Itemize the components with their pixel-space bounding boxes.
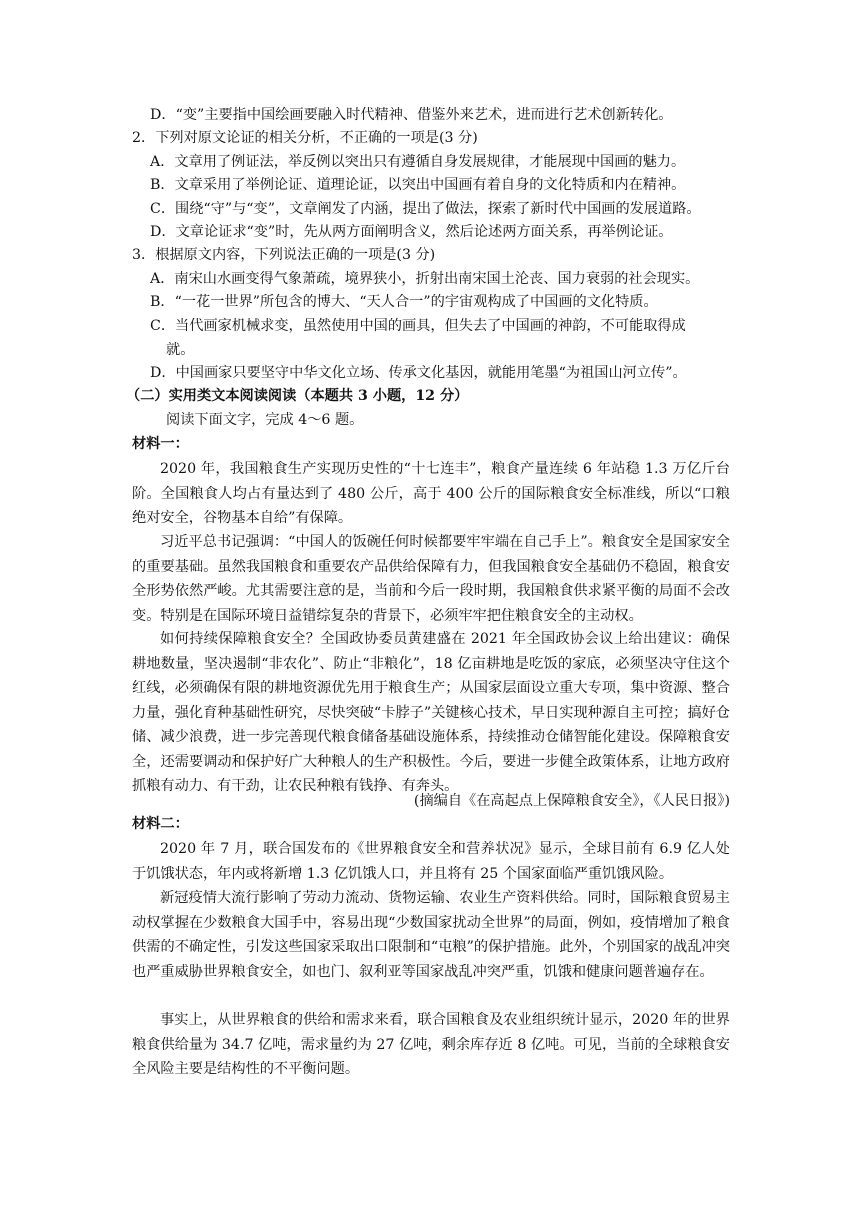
q3-option-a: A．南宋山水画变得气象萧疏，境界狭小，折射出南宋国土沦丧、国力衰弱的社会现实。 <box>150 271 700 287</box>
material-2-paragraph-2: 新冠疫情大流行影响了劳动力流动、货物运输、农业生产资料供给。同时，国际粮食贸易主动权掌握在少数粮食大国手中，容易出现“少数国家扰动全世界”的局面，例如，疫情增加了粮食供需的不确定性，引发这些国家采取出口限制和“屯粮”的保护措施。此外，个别国家的战乱冲突也严重威胁世界粮食安全，如也门、叙利亚等国家战乱冲突严重，饥饿和健康问题普遍存在。 <box>132 890 730 980</box>
material-1-paragraph-2: 习近平总书记强调：“中国人的饭碗任何时候都要牢牢端在自己手上”。粮食安全是国家安全的重要基础。虽然我国粮食和重要农产品供给保障有力，但我国粮食安全基础仍不稳固，粮食安全形势依然严峻。尤其需要注意的是，当前和今后一段时期，我国粮食供求紧平衡的局面不会改变。特别是在国际环境日益错综复杂的背景下，必须牢牢把住粮食安全的主动权。 <box>132 534 730 624</box>
q3-option-c-line2: 就。 <box>166 342 195 358</box>
material-1-source: (摘编自《在高起点上保障粮食安全》，《人民日报》) <box>413 793 730 809</box>
material-1-paragraph-3: 如何持续保障粮食安全？全国政协委员黄建盛在 2021 年全国政协会议上给出建议：确保耕地数量，坚决遏制“非农化”、防止“非粮化”，18 亿亩耕地是吃饭的家底，必须坚决守住这个红线，必须确保有限的耕地资源优先用于粮食生产；从国家层面设立重大专项，集中资源、整合力量，强化育种基础性研究，尽快突破“卡脖子”关键核心技术，早日实现种源自主可控；搞好仓储、减少浪费，进一步完善现代粮食储备基础设施体系，持续推动仓储智能化建设。保障粮食安全，还需要调动和保护好广大种粮人的生产积极性。今后，要进一步健全政策体系，让地方政府抓粮有动力、有干劲，让农民种粮有钱挣、有奔头。 <box>132 631 730 794</box>
material-2-label: 材料二： <box>132 816 189 832</box>
section-2-heading: （二）实用类文本阅读阅读（本题共 3 小题，12 分） <box>126 388 469 404</box>
material-1-paragraph-1: 2020 年，我国粮食生产实现历史性的“十七连丰”，粮食产量连续 6 年站稳 1.3 万亿斤台阶。全国粮食人均占有量达到了 480 公斤，高于 400 公斤的国际粮食安全标准线，所以“口粮绝对安全，谷物基本自给”有保障。 <box>132 461 730 526</box>
q2-option-d: D．文章论证求“变”时，先从两方面阐明含义，然后论述两方面关系，再举例论证。 <box>150 224 673 240</box>
material-2-paragraph-3: 事实上，从世界粮食的供给和需求来看，联合国粮食及农业组织统计显示，2020 年的世界粮食供给量为 34.7 亿吨，需求量约为 27 亿吨，剩余库存近 8 亿吨。可见，当前的全球粮食安全风险主要是结构性的不平衡问题。 <box>132 1012 730 1077</box>
section-2-instruction: 阅读下面文字，完成 4～6 题。 <box>166 412 364 428</box>
q2-option-c: C．围绕“守”与“变”，文章阐发了内涵，提出了做法，探索了新时代中国画的发展道路。 <box>150 201 701 217</box>
q2-stem: 2．下列对原文论证的相关分析，不正确的一项是(3 分) <box>132 130 478 146</box>
q2-option-a: A．文章用了例证法，举反例以突出只有遵循自身发展规律，才能展现中国画的魅力。 <box>150 154 686 170</box>
q3-option-d: D．中国画家只要坚守中华文化立场、传承文化基因，就能用笔墨“为祖国山河立传”。 <box>150 365 687 381</box>
q3-option-b: B．“一花一世界”所包含的博大、“天人合一”的宇宙观构成了中国画的文化特质。 <box>150 294 658 310</box>
q2-option-b: B．文章采用了举例论证、道理论证，以突出中国画有着自身的文化特质和内在精神。 <box>150 177 686 193</box>
material-1-label: 材料一： <box>132 436 189 452</box>
q3-stem: 3．根据原文内容，下列说法正确的一项是(3 分) <box>132 247 436 263</box>
q3-option-c-line1: C．当代画家机械求变，虽然使用中国的画具，但失去了中国画的神韵，不可能取得成 <box>150 318 686 334</box>
q1-option-d: D．“变”主要指中国绘画要融入时代精神、借鉴外来艺术，进而进行艺术创新转化。 <box>150 107 673 123</box>
material-2-paragraph-1: 2020 年 7 月，联合国发布的《世界粮食安全和营养状况》显示，全球目前有 6.9 亿人处于饥饿状态，年内或将新增 1.3 亿饥饿人口，并且将有 25 个国家面临严重饥饿风险。 <box>132 841 730 882</box>
